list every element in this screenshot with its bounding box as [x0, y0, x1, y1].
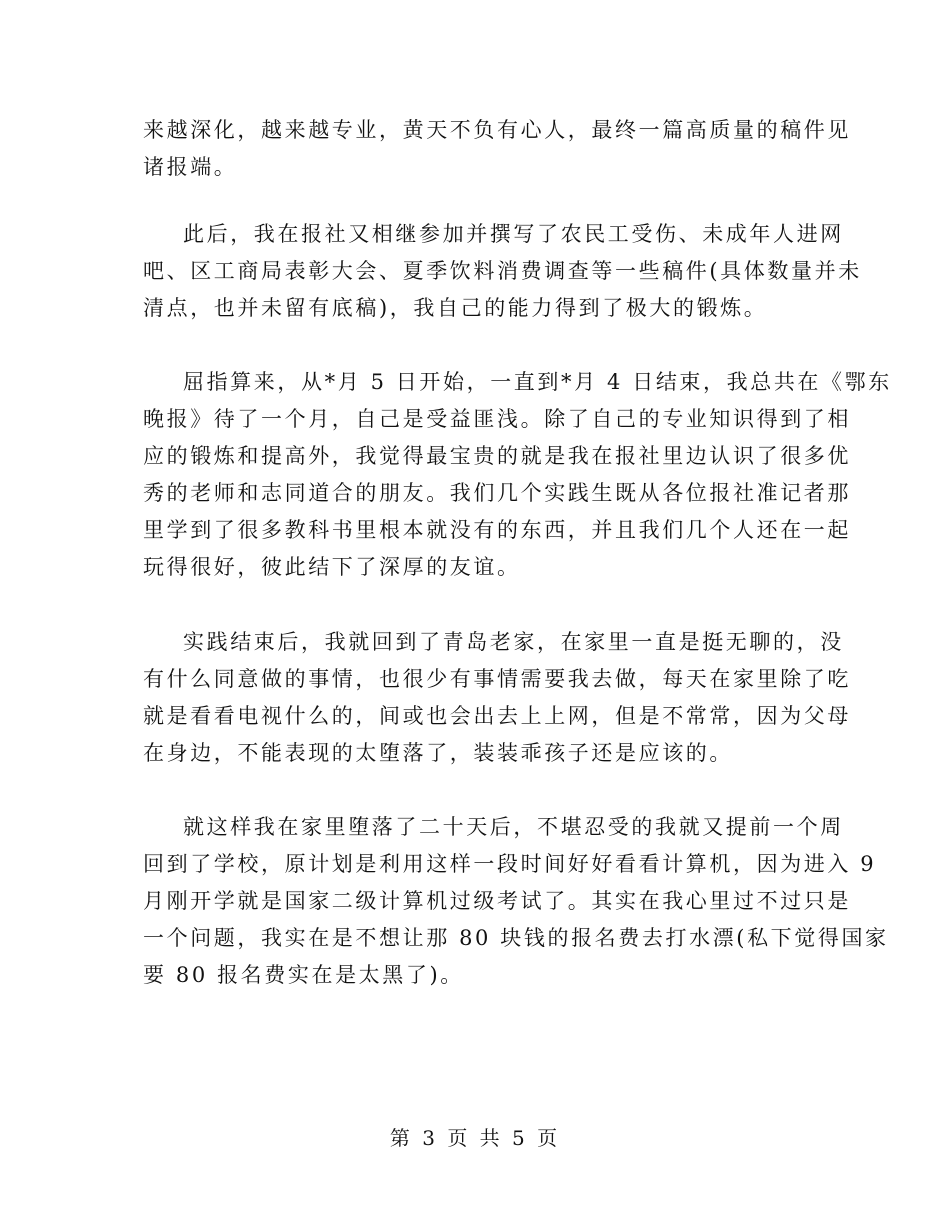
paragraph-line: 在身边，不能表现的太堕落了，装装乖孩子还是应该的。 — [143, 741, 733, 765]
paragraph-line: 有什么同意做的事情，也很少有事情需要我去做，每天在家里除了吃 — [143, 667, 851, 691]
paragraph-line: 一个问题，我实在是不想让那 80 块钱的报名费去打水漂(私下觉得国家 — [143, 926, 889, 950]
paragraph-line: 来越深化，越来越专业，黄天不负有心人，最终一篇高质量的稿件见 — [143, 118, 851, 142]
paragraph-3 — [143, 364, 892, 586]
paragraph-5 — [143, 809, 889, 994]
paragraph-line: 就是看看电视什么的，间或也会出去上上网，但是不常常，因为父母 — [143, 704, 851, 728]
paragraph-line: 秀的老师和志同道合的朋友。我们几个实践生既从各位报社准记者那 — [143, 481, 851, 505]
paragraph-line: 里学到了很多教科书里根本就没有的东西，并且我们几个人还在一起 — [143, 518, 851, 542]
paragraph-line: 实践结束后，我就回到了青岛老家，在家里一直是挺无聊的，没 — [183, 630, 844, 654]
paragraph-line: 应的锻炼和提高外，我觉得最宝贵的就是我在报社里边认识了很多优 — [143, 444, 851, 468]
paragraph-4 — [143, 624, 851, 772]
paragraph-line: 回到了学校，原计划是利用这样一段时间好好看看计算机，因为进入 9 — [143, 852, 877, 876]
paragraph-line: 清点，也并未留有底稿)，我自己的能力得到了极大的锻炼。 — [143, 296, 768, 320]
paragraph-2 — [143, 216, 862, 327]
paragraph-line: 此后，我在报社又相继参加并撰写了农民工受伤、未成年人进网 — [183, 222, 844, 246]
paragraph-line: 屈指算来，从*月 5 日开始，一直到*月 4 日结束，我总共在《鄂东 — [183, 370, 892, 394]
page-number-footer: 第 3 页 共 5 页 — [389, 1126, 561, 1150]
paragraph-line: 月刚开学就是国家二级计算机过级考试了。其实在我心里过不过只是 — [143, 889, 851, 913]
paragraph-1 — [143, 112, 851, 186]
paragraph-line: 要 80 报名费实在是太黑了)。 — [143, 963, 464, 987]
paragraph-line: 玩得很好，彼此结下了深厚的友谊。 — [143, 555, 521, 579]
paragraph-line: 就这样我在家里堕落了二十天后，不堪忍受的我就又提前一个周 — [183, 815, 844, 839]
paragraph-line: 晚报》待了一个月，自己是受益匪浅。除了自己的专业知识得到了相 — [143, 407, 851, 431]
paragraph-line: 吧、区工商局表彰大会、夏季饮料消费调查等一些稿件(具体数量并未 — [143, 259, 862, 283]
paragraph-line: 诸报端。 — [143, 155, 238, 179]
